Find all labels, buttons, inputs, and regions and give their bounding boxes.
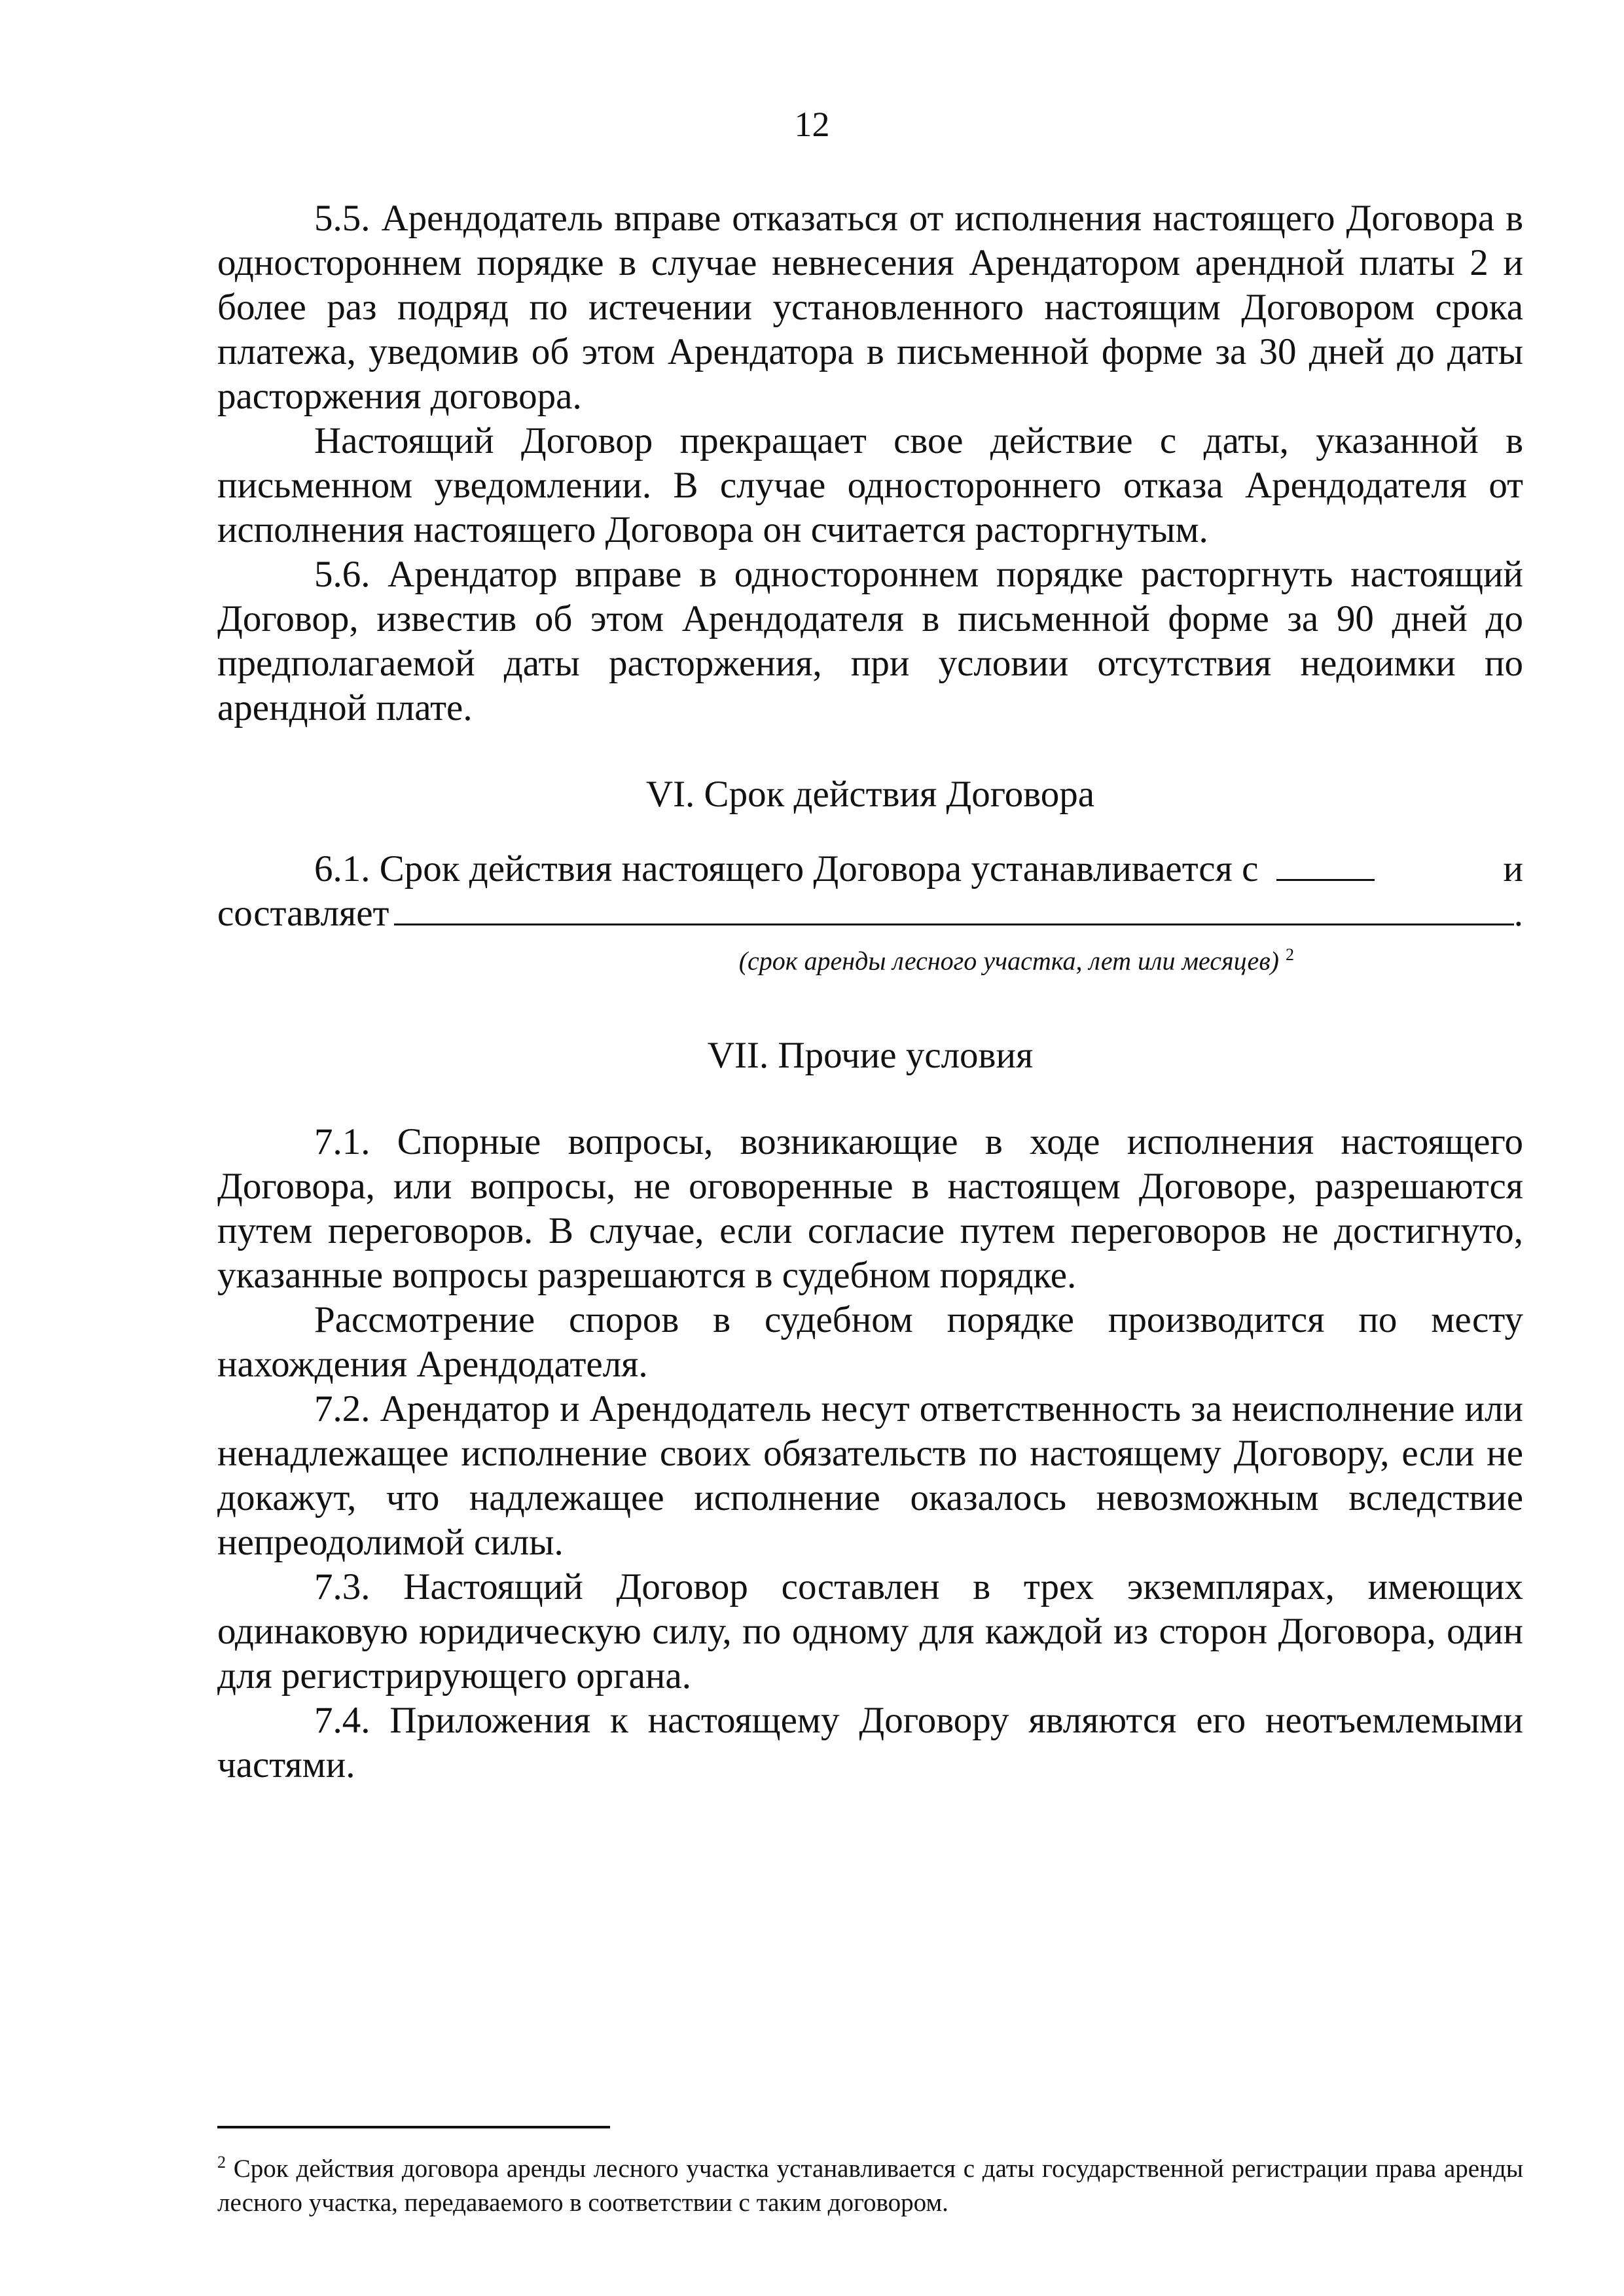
clause-6-1-text: 6.1. Срок действия настоящего Договора устанавливается с [314, 848, 1259, 889]
footnote-text: Срок действия договора аренды лесного участка устанавливается с даты государственной регистрации права аренды лесного участка, передаваемого в соответствии с таким договором. [217, 2155, 1523, 2217]
lease-term-blank [394, 892, 1513, 925]
clause-7-3: 7.3. Настоящий Договор составлен в трех экземплярах, имеющих одинаковую юридическую силу, по одному для каждой из сторон Договора, один для регистрирующего органа. [217, 1566, 1523, 1697]
clause-7-4: 7.4. Приложения к настоящему Договору являются его неотъемлемыми частями. [217, 1700, 1523, 1786]
clause-7-1: 7.1. Спорные вопросы, возникающие в ходе исполнения настоящего Договора, или вопросы, не оговоренные в настоящем Договоре, разрешаются путем переговоров. В случае, если согласие путем переговоров не достигнуто, указанные вопросы разрешаются в судебном порядке. [217, 1121, 1523, 1297]
start-date-blank [1276, 848, 1375, 881]
clause-6-1-line2 [217, 891, 1523, 936]
footnote-ref: 2 [1286, 945, 1294, 964]
clause-7-1-continuation: Рассмотрение споров в судебном порядке производится по месту нахождения Арендодателя. [217, 1299, 1523, 1386]
clause-7-2: 7.2. Арендатор и Арендодатель несут ответственность за неисполнение или ненадлежащее исполнение своих обязательств по настоящему Договору, если не докажут, что надлежащее исполнение оказалось невозможным вследствие непреодолимой силы. [217, 1388, 1523, 1564]
page-number: 12 [794, 105, 830, 144]
footnote [217, 2145, 1523, 2220]
clause-5-5-continuation: Настоящий Договор прекращает свое действие с даты, указанной в письменном уведомлении. В случае одностороннего отказа Арендодателя от исполнения настоящего Договора он считается расторгнутым. [217, 420, 1523, 550]
contract-body [217, 196, 1523, 1787]
clause-6-1-line1 [217, 847, 1523, 891]
clause-6-1-period: . [1513, 893, 1523, 934]
footnote-number: 2 [217, 2153, 226, 2172]
clause-6-1-and: и [1503, 848, 1523, 889]
footnote-divider [217, 2126, 610, 2128]
clause-5-5: 5.5. Арендодатель вправе отказаться от исполнения настоящего Договора в одностороннем порядке в случае невнесения Арендатором арендной платы 2 и более раз подряд по истечении установленного настоящим Договором срока платежа, уведомив об этом Арендатора в письменной форме за 30 дней до даты расторжения договора. [217, 198, 1523, 417]
clause-6-1-compose: составляет [217, 893, 389, 934]
section-6-heading: VI. Срок действия Договора [645, 774, 1095, 815]
section-7-heading: VII. Прочие условия [707, 1035, 1034, 1077]
clause-5-6: 5.6. Арендатор вправе в одностороннем порядке расторгнуть настоящий Договор, известив об этом Арендодателя в письменной форме за 90 дней до предполагаемой даты расторжения, при условии отсутствия недоимки по арендной плате. [217, 554, 1523, 728]
lease-term-hint-text: (срок аренды лесного участка, лет или месяцев) [738, 946, 1279, 976]
lease-term-hint [217, 939, 1523, 977]
